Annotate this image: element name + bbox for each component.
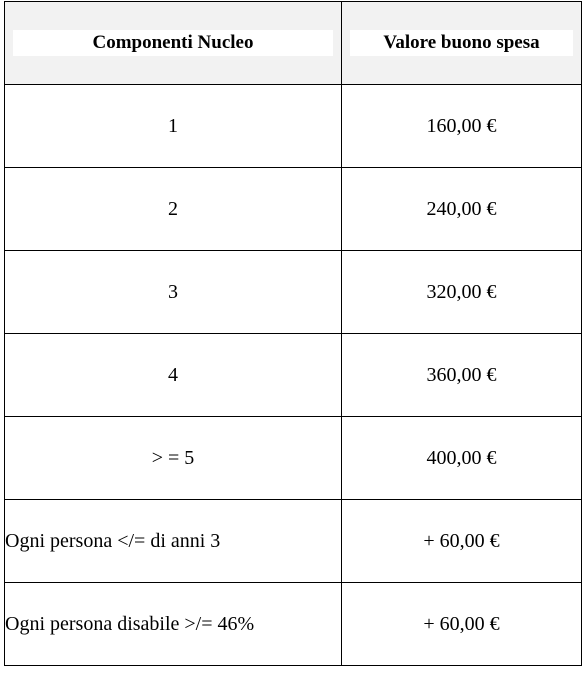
components-cell: 3 [5, 251, 342, 334]
value-cell: 160,00 € [342, 85, 582, 168]
value-cell: 400,00 € [342, 417, 582, 500]
value-cell: 360,00 € [342, 334, 582, 417]
header-components-cell [5, 2, 342, 85]
table-row [5, 251, 582, 334]
components-cell: 2 [5, 168, 342, 251]
table-row [5, 85, 582, 168]
components-cell: 4 [5, 334, 342, 417]
header-value-cell [342, 2, 582, 85]
voucher-value-table [4, 1, 582, 666]
table-row [5, 500, 582, 583]
table-row [5, 583, 582, 666]
header-components-label: Componenti Nucleo [13, 30, 333, 56]
value-cell: 240,00 € [342, 168, 582, 251]
table-row [5, 168, 582, 251]
components-cell: Ogni persona </= di anni 3 [5, 500, 342, 583]
value-cell: + 60,00 € [342, 500, 582, 583]
table-row [5, 334, 582, 417]
components-cell: > = 5 [5, 417, 342, 500]
table-header-row [5, 2, 582, 85]
value-cell: 320,00 € [342, 251, 582, 334]
value-cell: + 60,00 € [342, 583, 582, 666]
table-row [5, 417, 582, 500]
header-value-label: Valore buono spesa [350, 30, 573, 56]
components-cell: Ogni persona disabile >/= 46% [5, 583, 342, 666]
components-cell: 1 [5, 85, 342, 168]
